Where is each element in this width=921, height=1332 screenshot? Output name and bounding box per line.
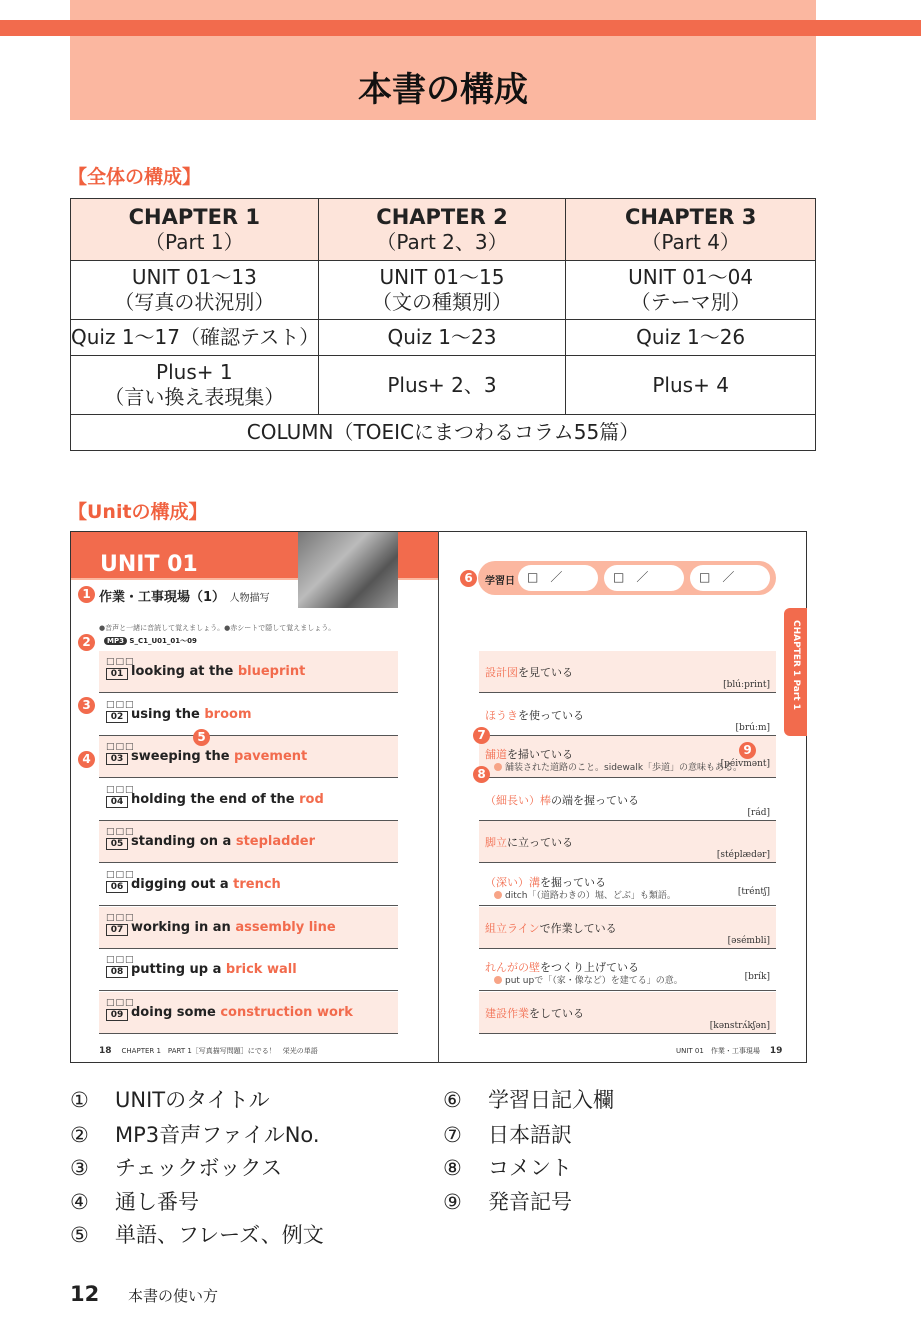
serial-number: 06 [106, 881, 128, 893]
phrase-keyword: trench [233, 877, 281, 892]
japanese-translation [485, 664, 573, 680]
table-cell-column: COLUMN（TOEICにまつわるコラム55篇） [71, 415, 816, 451]
serial-number: 04 [106, 796, 128, 808]
legend-item: ⑧ コメント [443, 1156, 572, 1180]
callout-badge-5: 5 [193, 729, 210, 746]
phrase-text: standing on a [131, 834, 236, 849]
translation-keyword: れんがの壁 [485, 961, 540, 974]
phrase [131, 877, 281, 892]
footer-right: UNIT 01 作業・工事現場 19 [676, 1046, 783, 1056]
table-cell: UNIT 01〜15 （文の種類別） [318, 261, 566, 320]
unit-subtitle: 作業・工事現場（1） 人物描写 [99, 590, 270, 605]
phrase [131, 792, 324, 807]
phrase-text: sweeping the [131, 749, 235, 764]
pronunciation: [kənstrʌ́kʃən] [709, 1021, 770, 1031]
chapter-side-tab-label: CHAPTER 1 Part 1 [791, 620, 801, 711]
legend-item: ⑨ 発音記号 [443, 1190, 572, 1214]
callout-badge-9: 9 [739, 742, 756, 759]
pronunciation: [brík] [744, 972, 770, 982]
check-boxes[interactable]: □□□ [106, 870, 135, 880]
phrase-text: digging out a [131, 877, 234, 892]
translation-text: を見ている [518, 666, 573, 679]
pronunciation: [stéplædər] [716, 850, 770, 860]
phrase-text: working in an [131, 920, 236, 935]
sample-photo [298, 532, 398, 608]
comment [494, 973, 683, 986]
pronunciation: [əsémbli] [727, 936, 770, 946]
phrase-text: doing some [131, 1005, 221, 1020]
serial-number: 09 [106, 1009, 128, 1021]
table-cell: Plus+ 4 [566, 356, 816, 415]
page-title: 本書の構成 [358, 70, 528, 110]
page-spine [438, 531, 439, 1063]
translation-text: を掃いている [507, 748, 573, 761]
legend-item: ③ チェックボックス [70, 1156, 283, 1180]
phrase [131, 920, 336, 935]
serial-number: 02 [106, 711, 128, 723]
translation-keyword: （深い）溝 [485, 876, 540, 889]
table-cell: Quiz 1〜26 [566, 320, 816, 356]
pronunciation: [blúːprint] [723, 680, 770, 690]
translation-keyword: ほうき [485, 709, 518, 722]
phrase-text: looking at the [131, 664, 238, 679]
translation-keyword: 舗道 [485, 748, 507, 761]
table-row [71, 320, 816, 356]
phrase [131, 962, 297, 977]
check-boxes[interactable]: □□□ [106, 657, 135, 667]
overall-heading: 【全体の構成】 [68, 166, 202, 188]
serial-number: 08 [106, 966, 128, 978]
table-row [71, 356, 816, 415]
table-row [71, 261, 816, 320]
page-footer-title: 本書の使い方 [128, 1287, 219, 1305]
translation-text: を使っている [518, 709, 584, 722]
phrase-keyword: brick wall [225, 962, 297, 977]
table-cell: Quiz 1〜23 [318, 320, 566, 356]
phrase [131, 834, 315, 849]
comment [494, 888, 676, 901]
translation-keyword: 建設作業 [485, 1007, 529, 1020]
study-date-slot[interactable]: □ ／ [518, 565, 598, 591]
serial-number: 01 [106, 668, 128, 680]
serial-number: 05 [106, 838, 128, 850]
callout-badge-7: 7 [473, 727, 490, 744]
japanese-translation [485, 1005, 584, 1021]
pronunciation: [tréntʃ] [737, 887, 770, 897]
translation-text: を掘っている [540, 876, 606, 889]
page-number: 12 [70, 1282, 100, 1306]
phrase-text: using the [131, 707, 205, 722]
phrase-keyword: assembly line [235, 920, 336, 935]
check-boxes[interactable]: □□□ [106, 827, 135, 837]
japanese-translation [485, 707, 584, 723]
phrase [131, 1005, 353, 1020]
serial-number: 03 [106, 753, 128, 765]
comment-bullet-icon [494, 763, 502, 771]
comment-bullet-icon [494, 891, 502, 899]
table-cell: UNIT 01〜04 （テーマ別） [566, 261, 816, 320]
phrase-keyword: construction work [220, 1005, 353, 1020]
check-boxes[interactable]: □□□ [106, 913, 135, 923]
callout-badge-6: 6 [460, 570, 477, 587]
legend-item: ② MP3音声ファイルNo. [70, 1123, 320, 1147]
callout-badge-3: 3 [78, 697, 95, 714]
footer-left: 18 CHAPTER 1 PART 1［写真描写問題］にでる！ 栄光の単語 [99, 1046, 318, 1056]
table-header-cell: CHAPTER 3 （Part 4） [566, 199, 816, 261]
phrase [131, 749, 307, 764]
table-header-row [71, 199, 816, 261]
structure-table [70, 198, 816, 451]
callout-badge-1: 1 [78, 586, 95, 603]
translation-keyword: 設計図 [485, 666, 518, 679]
table-cell: Plus+ 2、3 [318, 356, 566, 415]
table-cell: UNIT 01〜13 （写真の状況別） [71, 261, 319, 320]
callout-badge-2: 2 [78, 634, 95, 651]
study-date-slot[interactable]: □ ／ [604, 565, 684, 591]
legend-item: ⑦ 日本語訳 [443, 1123, 572, 1147]
mp3-label: MP3 S_C1_U01_01〜09 [104, 636, 197, 646]
table-row [71, 415, 816, 451]
instruction-text: ●音声と一緒に音読して覚えましょう。●赤シートで隠して覚えましょう。 [99, 624, 336, 632]
phrase-keyword: blueprint [237, 664, 306, 679]
pronunciation: [rád] [747, 808, 770, 818]
phrase-keyword: rod [299, 792, 324, 807]
phrase [131, 664, 305, 679]
legend-item: ⑥ 学習日記入欄 [443, 1088, 614, 1112]
phrase-text: holding the end of the [131, 792, 300, 807]
comment-bullet-icon [494, 976, 502, 984]
comment-text: ditch「（道路わきの）堀、どぶ」も類語。 [505, 891, 676, 901]
legend-item: ① UNITのタイトル [70, 1088, 270, 1112]
translation-keyword: 組立ライン [485, 922, 540, 935]
check-boxes[interactable]: □□□ [106, 700, 135, 710]
legend-item: ⑤ 単語、フレーズ、例文 [70, 1223, 324, 1247]
check-boxes[interactable]: □□□ [106, 785, 135, 795]
study-date-slot[interactable]: □ ／ [690, 565, 770, 591]
phrase-keyword: pavement [234, 749, 308, 764]
translation-keyword: 脚立 [485, 836, 507, 849]
table-header-cell: CHAPTER 2 （Part 2、3） [318, 199, 566, 261]
unit-heading: 【Unitの構成】 [68, 501, 208, 523]
pronunciation: [brúːm] [735, 723, 770, 733]
translation-text: に立っている [507, 836, 573, 849]
phrase-text: putting up a [131, 962, 226, 977]
comment-text: 舗装された道路のこと。sidewalk「歩道」の意味もある。 [505, 763, 743, 773]
phrase-keyword: stepladder [235, 834, 315, 849]
pronunciation: [péivmənt] [720, 759, 770, 769]
comment-text: put upで「（家・像など）を建てる」の意。 [505, 976, 683, 986]
serial-number: 07 [106, 924, 128, 936]
table-header-cell: CHAPTER 1 （Part 1） [71, 199, 319, 261]
legend-item: ④ 通し番号 [70, 1190, 199, 1214]
callout-badge-4: 4 [78, 751, 95, 768]
translation-text: の端を握っている [551, 794, 639, 807]
study-date-label: 学習日 [485, 576, 515, 587]
japanese-translation [485, 834, 573, 850]
translation-text: をつくり上げている [540, 961, 639, 974]
phrase [131, 707, 251, 722]
translation-text: をしている [529, 1007, 584, 1020]
check-boxes[interactable]: □□□ [106, 955, 135, 965]
translation-text: で作業している [539, 922, 617, 935]
japanese-translation [485, 920, 617, 936]
unit-title: UNIT 01 [100, 552, 198, 577]
check-boxes[interactable]: □□□ [106, 998, 135, 1008]
phrase-keyword: broom [204, 707, 252, 722]
table-cell: Quiz 1〜17（確認テスト） [71, 320, 319, 356]
table-cell: Plus+ 1 （言い換え表現集） [71, 356, 319, 415]
check-boxes[interactable]: □□□ [106, 742, 135, 752]
callout-badge-8: 8 [473, 766, 490, 783]
japanese-translation [485, 792, 639, 808]
translation-keyword: （細長い）棒 [485, 794, 551, 807]
top-stripe [0, 20, 921, 36]
